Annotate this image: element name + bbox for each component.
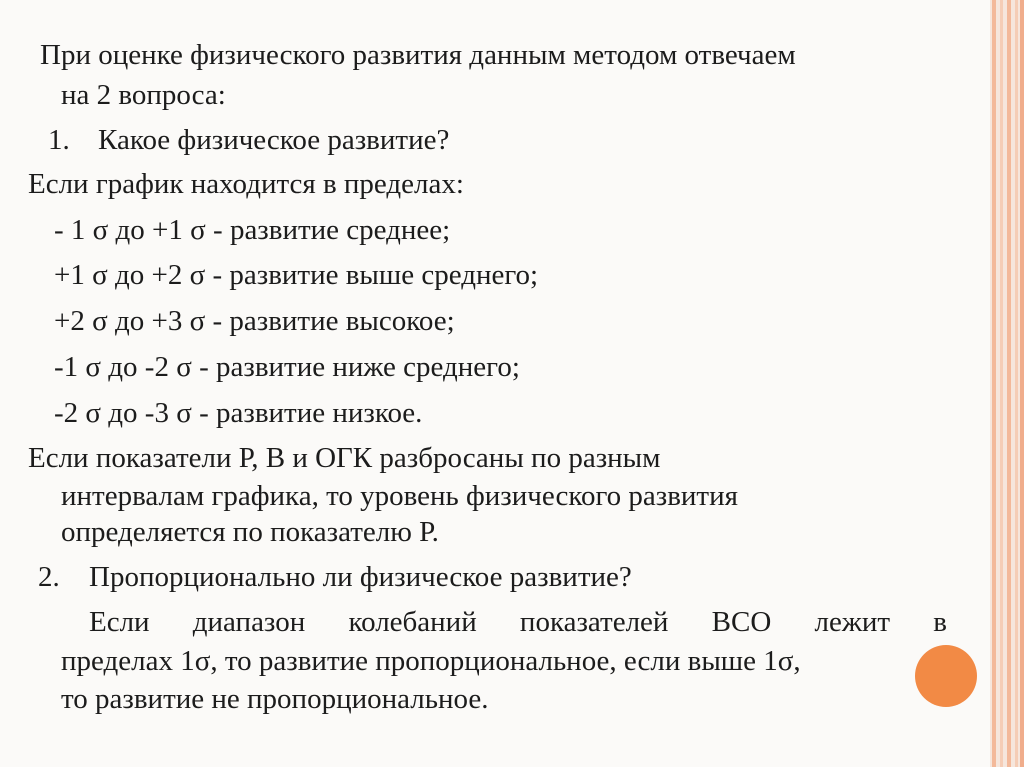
vso-word: показателей: [519, 606, 669, 638]
intro-line-1: При оценке физического развития данным методом отвечаем: [40, 39, 796, 71]
question-2-number: 2.: [38, 561, 60, 593]
vso-line-2: пределах 1σ, то развитие пропорциональное, если выше 1σ,: [61, 645, 801, 677]
decorative-stripes: [990, 0, 1024, 767]
range-item: - 1 σ до +1 σ - развитие среднее;: [54, 214, 451, 246]
accent-circle: [915, 645, 977, 707]
intro-line-2: на 2 вопроса:: [61, 79, 226, 111]
vso-word: лежит: [814, 606, 891, 638]
range-item: +1 σ до +2 σ - развитие выше среднего;: [54, 259, 539, 291]
stripe: [1000, 0, 1003, 767]
graph-intro: Если график находится в пределах:: [28, 168, 464, 200]
question-2-text: Пропорционально ли физическое развитие?: [89, 561, 632, 593]
vso-word: ВСО: [711, 606, 772, 638]
vso-line-3: то развитие не пропорциональное.: [61, 683, 489, 715]
range-item: +2 σ до +3 σ - развитие высокое;: [54, 305, 455, 337]
scatter-line-3: определяется по показателю Р.: [61, 516, 439, 548]
vso-word: колебаний: [348, 606, 477, 638]
vso-line-1: [89, 605, 947, 639]
range-item: -2 σ до -3 σ - развитие низкое.: [54, 397, 423, 429]
range-item: -1 σ до -2 σ - развитие ниже среднего;: [54, 351, 520, 383]
vso-word: диапазон: [192, 606, 306, 638]
scatter-line-2: интервалам графика, то уровень физического развития: [61, 480, 738, 512]
vso-word: Если: [89, 606, 150, 638]
stripe: [1015, 0, 1018, 767]
stripe: [1020, 0, 1024, 767]
question-1-text: Какое физическое развитие?: [98, 124, 450, 156]
stripe: [992, 0, 996, 767]
scatter-line-1: Если показатели Р, В и ОГК разбросаны по разным: [28, 442, 661, 474]
question-1-number: 1.: [48, 124, 70, 156]
vso-word: в: [933, 606, 947, 638]
stripe: [1007, 0, 1011, 767]
